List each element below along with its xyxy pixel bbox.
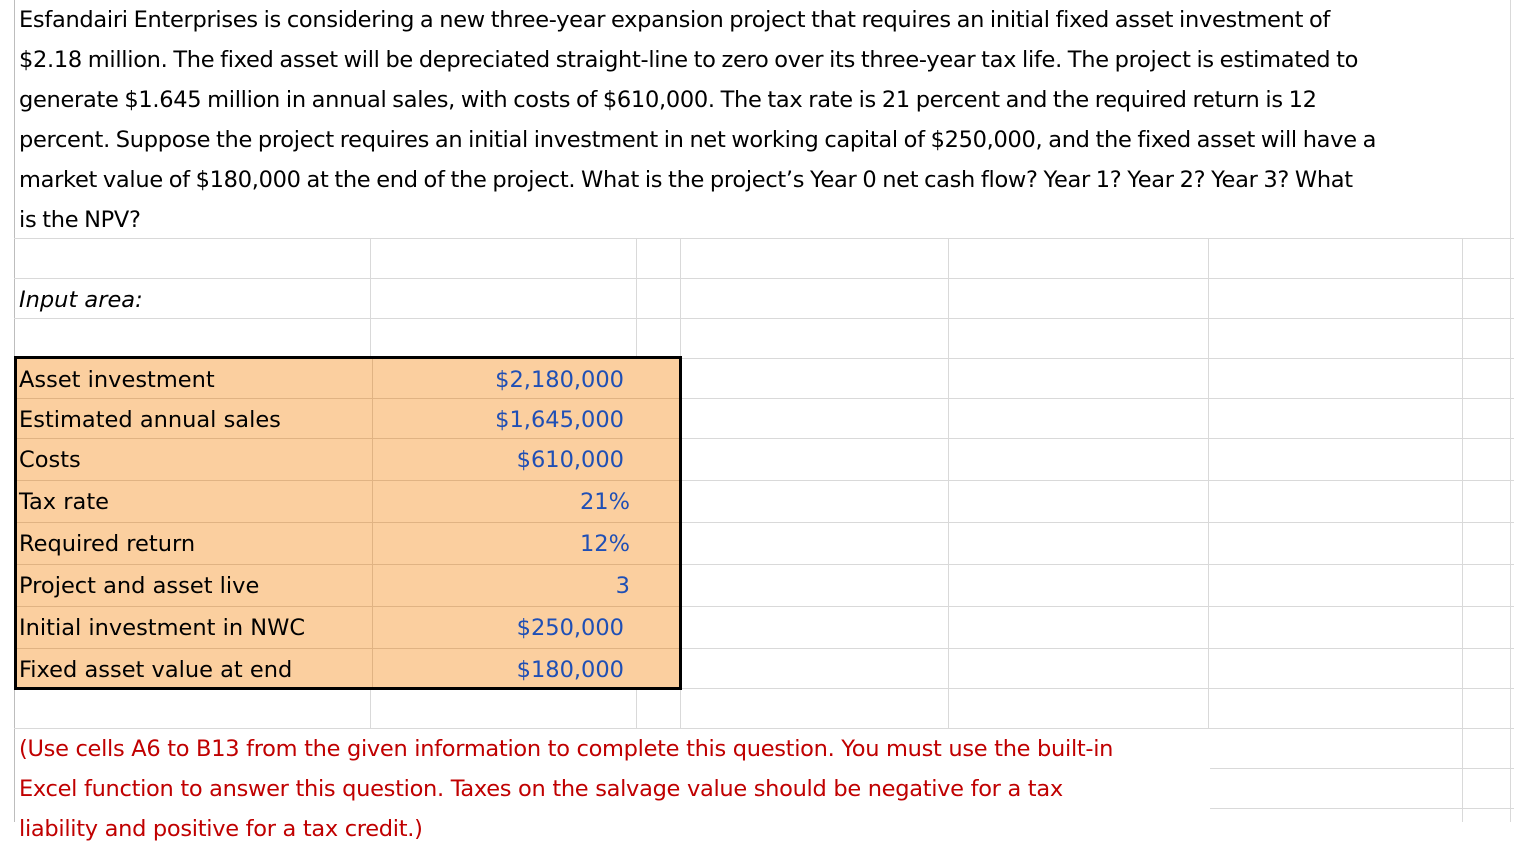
column-divider [1510,0,1511,822]
input-value-costs[interactable]: $610,000 [516,447,624,473]
input-value-annual-sales[interactable]: $1,645,000 [495,407,624,433]
row-divider [14,318,1514,319]
instruction-note-line: (Use cells A6 to B13 from the given information to complete this question. You must use the built-in [19,736,1114,762]
instruction-note-line: Excel function to answer this question. Taxes on the salvage value should be negative for a tax [19,776,1063,802]
input-label-initial-nwc[interactable]: Initial investment in NWC [19,615,306,641]
problem-statement-cell[interactable]: Esfandairi Enterprises is considering a new three-year expansion project that requires an initial fixed asset investment of $2.18 million. The fixed asset will be depreciated straight-line to zero over its three-year tax life. The project is estimated to generate $1.645 million in annual sales, with costs of $610,000. The tax rate is 21 percent and the required return is 12 percent. Suppose the project requires an initial investment in net working capital of $250,000, and the fixed asset will have a market value of $180,000 at the end of the project. What is the project’s Year 0 net cash flow? Year 1? Year 2? Year 3? What is the NPV? [15,0,1510,238]
row-divider [680,438,1514,439]
input-value-asset-investment[interactable]: $2,180,000 [495,367,624,393]
input-area-label[interactable]: Input area: [19,287,143,313]
input-row-divider [17,522,679,523]
input-column-divider [372,359,373,687]
input-label-fixed-asset-end-value[interactable]: Fixed asset value at end [19,657,293,683]
input-row-divider [17,606,679,607]
row-divider [680,522,1514,523]
instruction-note-line: liability and positive for a tax credit.) [19,816,423,842]
row-divider [1208,768,1514,769]
row-divider [680,648,1514,649]
instruction-note-cell[interactable] [15,729,1210,842]
input-value-tax-rate[interactable]: 21% [579,489,630,515]
input-row-divider [17,648,679,649]
input-value-fixed-asset-end-value[interactable]: $180,000 [516,657,624,683]
row-divider [680,564,1514,565]
input-value-required-return[interactable]: 12% [579,531,630,557]
input-label-annual-sales[interactable]: Estimated annual sales [19,407,281,433]
input-label-costs[interactable]: Costs [19,447,81,473]
row-divider [1208,808,1514,809]
row-divider [14,238,1514,239]
input-label-required-return[interactable]: Required return [19,531,196,557]
row-divider [680,398,1514,399]
input-value-project-life[interactable]: 3 [615,573,630,599]
input-label-asset-investment[interactable]: Asset investment [19,367,215,393]
row-divider [680,606,1514,607]
row-divider [14,278,1514,279]
input-row-divider [17,564,679,565]
input-label-project-life[interactable]: Project and asset live [19,573,260,599]
input-label-tax-rate[interactable]: Tax rate [19,489,109,515]
input-row-divider [17,480,679,481]
row-divider [680,480,1514,481]
input-value-initial-nwc[interactable]: $250,000 [516,615,624,641]
